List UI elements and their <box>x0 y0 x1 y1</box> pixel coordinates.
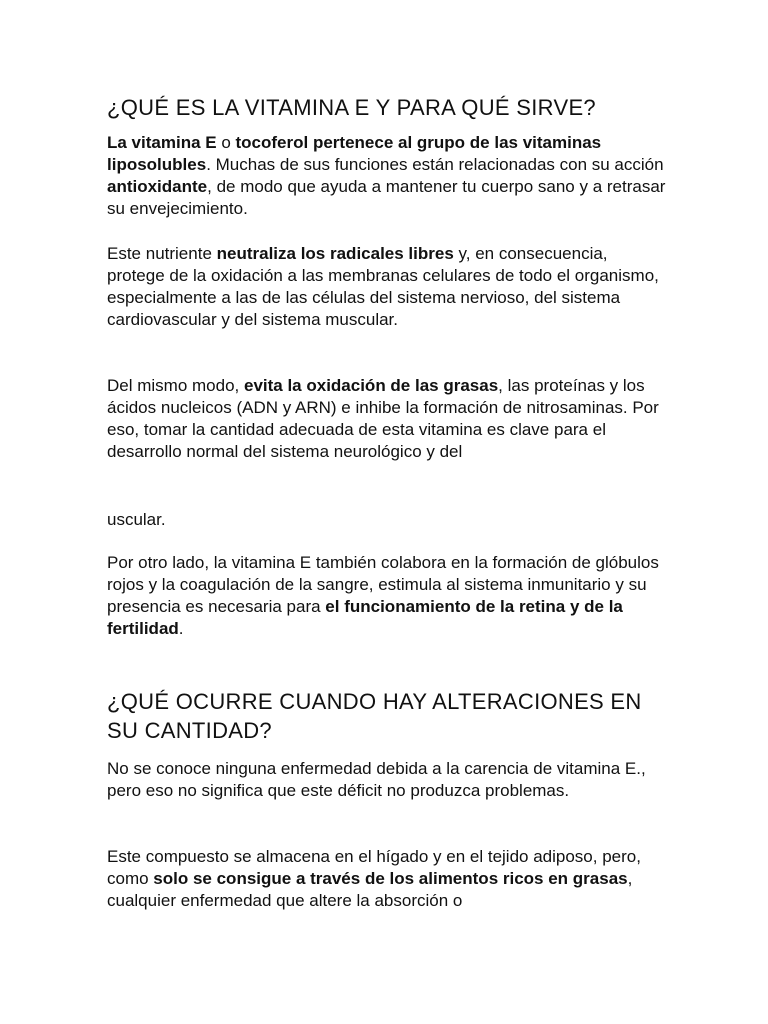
bold-text: el funcionamiento de la retina y de la fertilidad <box>107 597 623 638</box>
text: Este compuesto se almacena en el hígado y en el tejido adiposo, pero, como <box>107 847 641 888</box>
bold-text: neutraliza los radicales libres <box>216 244 454 263</box>
paragraph-blood-cells <box>107 552 667 640</box>
text: , de modo que ayuda a mantener tu cuerpo sano y a retrasar su envejecimiento. <box>107 177 666 218</box>
text: Por otro lado, la vitamina E también colabora en la formación de glóbulos rojos y la coagulación de la sangre, estimula al sistema inmunitario y su presencia es necesaria para <box>107 553 659 616</box>
text: o <box>216 133 236 152</box>
bold-text: antioxidante <box>107 177 208 196</box>
text: No se conoce ninguna enfermedad debida a la carencia de vitamina E., pero eso no significa que este déficit no produzca problemas. <box>107 759 646 800</box>
text: Este nutriente <box>107 244 217 263</box>
section-heading-alterations: ¿QUÉ OCURRE CUANDO HAY ALTERACIONES EN SU CANTIDAD? <box>107 689 642 743</box>
paragraph-oxidation <box>107 375 667 463</box>
bold-text: evita la oxidación de las grasas <box>243 376 499 395</box>
paragraph-radicals <box>107 243 667 331</box>
text: . Muchas de sus funciones están relacionadas con su acción <box>206 155 664 174</box>
bold-text: solo se consigue a través de los alimentos ricos en grasas <box>153 869 628 888</box>
section-heading-vitamin-e: ¿QUÉ ES LA VITAMINA E Y PARA QUÉ SIRVE? <box>107 95 596 120</box>
paragraph-deficiency <box>107 758 667 802</box>
text: Del mismo modo, <box>107 376 244 395</box>
text: , cualquier enfermedad que altere la absorción o <box>107 869 633 910</box>
paragraph-fragment <box>107 509 667 531</box>
bold-text: tocoferol pertenece al grupo de las vitaminas liposolubles <box>107 133 602 174</box>
text: y, en consecuencia, protege de la oxidación a las membranas celulares de todo el organismo, especialmente a las de las células del sistema nervioso, del sistema cardiovascular y del sistema muscular. <box>107 244 659 329</box>
text: , las proteínas y los ácidos nucleicos (ADN y ARN) e inhibe la formación de nitrosaminas. Por eso, tomar la cantidad adecuada de esta vitamina es clave para el desarrollo normal del sistema neurológico y del <box>107 376 659 461</box>
paragraph-storage <box>107 846 667 912</box>
bold-text: La vitamina E <box>107 133 217 152</box>
text: uscular. <box>107 510 166 529</box>
text: . <box>178 619 184 638</box>
paragraph-intro <box>107 132 667 220</box>
